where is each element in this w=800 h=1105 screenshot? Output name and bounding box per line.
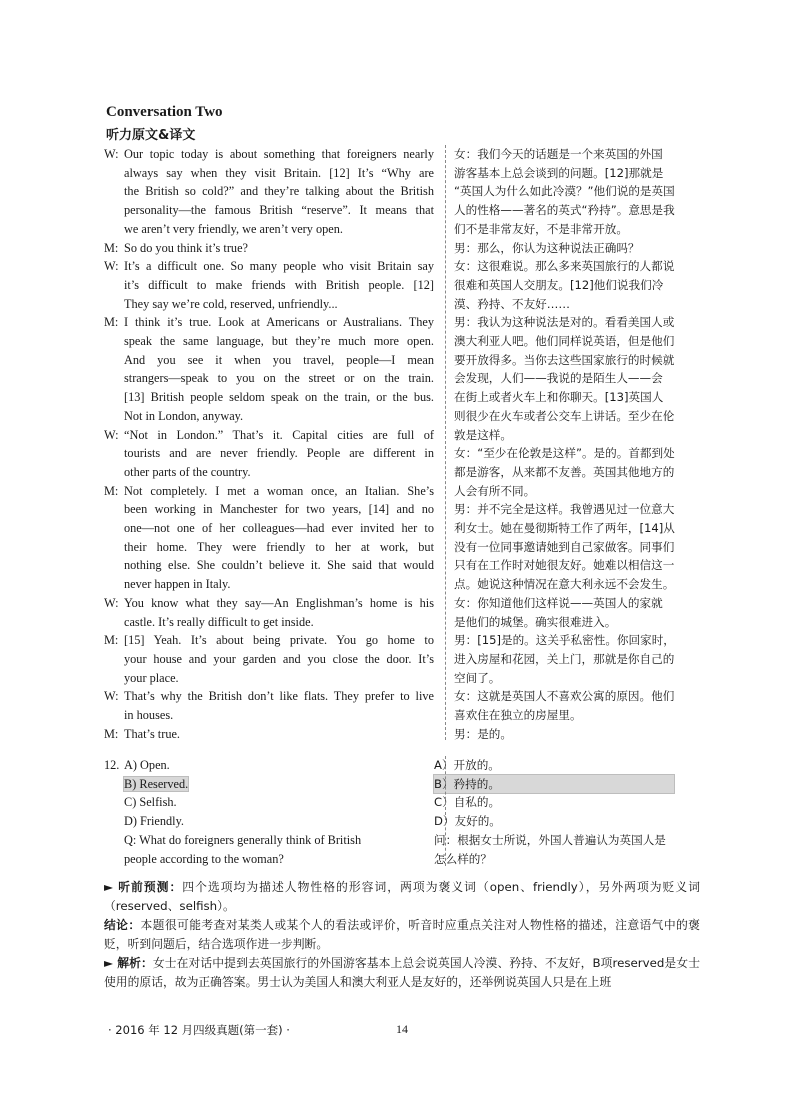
- translation-line: 男：那么，你认为这种说法正确吗？: [454, 240, 640, 255]
- translation-line: 人会有所不同。: [454, 483, 536, 498]
- translation-line: 都是游客，从来都不友善。英国其他地方的: [454, 464, 675, 479]
- translation-line: 喜欢住在独立的房屋里。: [454, 708, 582, 723]
- option-d-en: D) Friendly.: [124, 814, 184, 829]
- translation-line: 只有在工作时对她很友好。她难以相信这一: [454, 558, 675, 573]
- translation-line: 是他们的城堡。确实很难进入。: [454, 614, 617, 629]
- section-title: Conversation Two: [106, 104, 223, 120]
- transcript-line: [104, 725, 434, 744]
- transcript-line: [104, 687, 434, 706]
- transcript-text: That’s why the British don’t like flats. They prefer to live: [124, 689, 434, 704]
- option-c-en: C) Selfish.: [124, 795, 177, 810]
- transcript-text: personality—the famous British “reserve”. It means that: [124, 203, 434, 218]
- transcript-text: You know what they say—An Englishman’s home is his: [124, 595, 434, 610]
- correct-option-highlight-zh: B）矜持的。: [434, 775, 674, 794]
- transcript-line: [104, 575, 434, 594]
- transcript-line: [104, 407, 434, 426]
- transcript-line: [104, 145, 434, 164]
- transcript-line: [104, 351, 434, 370]
- english-transcript: [104, 145, 434, 744]
- question-number: 12.: [104, 758, 120, 772]
- speaker-label: [104, 351, 124, 370]
- transcript-line: [104, 220, 434, 239]
- speaker-label: [104, 500, 124, 519]
- speaker-label: W:: [104, 689, 119, 704]
- translation-line: “英国人为什么如此冷漠？”他们说的是英国: [454, 184, 675, 199]
- transcript-line: [104, 276, 434, 295]
- speaker-label: [104, 538, 124, 557]
- transcript-text: your place.: [124, 670, 179, 685]
- transcript-text: always say when they visit Britain. [12] It’s “Why are: [124, 165, 434, 180]
- transcript-text: That’s true.: [124, 726, 181, 741]
- transcript-line: [104, 706, 434, 725]
- translation-line: 男：并不完全是这样。我曾遇见过一位意大: [454, 502, 675, 517]
- transcript-text: I think it’s true. Look at Americans or Australians. They: [124, 315, 434, 330]
- translation-line: 利女士。她在曼彻斯特工作了两年，[14]从: [454, 521, 675, 536]
- transcript-line: [104, 388, 434, 407]
- translation-line: 在街上或者火车上和你聊天。[13]英国人: [454, 390, 664, 405]
- speaker-label: [104, 332, 124, 351]
- transcript-line: [104, 500, 434, 519]
- translation-line: 人的性格——著名的英式“矜持”。意思是我: [454, 203, 675, 218]
- question-text-zh: 问：根据女士所说，外国人普遍认为英国人是 怎么样的？: [434, 832, 666, 866]
- question-text-en: Q: What do foreigners generally think of British people according to the woman?: [124, 832, 362, 866]
- transcript-line: [104, 594, 434, 613]
- transcript-line: [104, 613, 434, 632]
- transcript-text: we aren’t very friendly, we aren’t very open.: [124, 221, 343, 236]
- transcript-text: “Not in London.” That’s it. Capital cities are full of: [124, 427, 434, 442]
- transcript-text: It’s a difficult one. So many people who visit Britain say: [124, 259, 434, 274]
- translation-line: 进入房屋和花园，关上门，那就是你自己的: [454, 651, 675, 666]
- translation-line: 男：是的。: [454, 726, 512, 741]
- transcript-line: [104, 426, 434, 445]
- speaker-label: M:: [104, 240, 119, 255]
- speaker-label: [104, 575, 124, 594]
- transcript-text: in houses.: [124, 708, 174, 723]
- correct-option-highlight: B) Reserved.: [124, 776, 189, 791]
- transcript-text: speak the same language, but they’re much more open.: [124, 334, 434, 349]
- transcript-text: castle. It’s really difficult to get inside.: [124, 614, 314, 629]
- footer-source: · 2016 年 12 月四级真题(第一套) ·: [108, 1023, 290, 1037]
- speaker-label: M:: [104, 633, 119, 648]
- transcript-line: [104, 239, 434, 258]
- speaker-label: [104, 201, 124, 220]
- transcript-text: So do you think it’s true?: [124, 240, 248, 255]
- transcript-text: tourists and are never friendly. People are different in: [124, 446, 434, 461]
- speaker-label: [104, 463, 124, 482]
- translation-line: 男：[15]是的。这关乎私密性。你回家时，: [454, 633, 675, 648]
- transcript-text: been working in Manchester for two years, [14] and no: [124, 502, 434, 517]
- transcript-line: [104, 482, 434, 501]
- transcript-line: [104, 182, 434, 201]
- translation-line: 没有一位同事邀请她到自己家做客。同事们: [454, 539, 675, 554]
- speaker-label: M:: [104, 315, 119, 330]
- transcript-text: the British so cold?” and they’re talking about the British: [124, 184, 434, 199]
- transcript-text: [15] Yeah. It’s about being private. You go home to: [124, 633, 434, 648]
- transcript-line: [104, 313, 434, 332]
- analysis-section: [104, 878, 700, 992]
- transcript-text: Our topic today is about something that foreigners nearly: [124, 147, 434, 161]
- speaker-label: [104, 369, 124, 388]
- speaker-label: [104, 706, 124, 725]
- option-c-zh: C）自私的。: [434, 795, 501, 810]
- translation-line: 们不是非常友好，不是非常开放。: [454, 221, 628, 236]
- transcript-text: Not completely. I met a woman once, an Italian. She’s: [124, 483, 434, 498]
- translation-line: 要开放得多。当你去这些国家旅行的时候就: [454, 352, 675, 367]
- transcript-line: [104, 669, 434, 688]
- translation-line: 女：这很难说。那么多来英国旅行的人都说: [454, 259, 675, 274]
- transcript-text: They say we’re cold, reserved, unfriendly...: [124, 296, 338, 311]
- translation-line: 男：我认为这种说法是对的。看看美国人或: [454, 315, 675, 330]
- transcript-line: [104, 332, 434, 351]
- transcript-text: their home. They were friendly to her at work, but: [124, 539, 434, 554]
- option-a-zh: A）开放的。: [434, 758, 500, 772]
- speaker-label: M:: [104, 726, 119, 741]
- speaker-label: [104, 276, 124, 295]
- transcript-line: [104, 444, 434, 463]
- translation-line: 女：“至少在伦敦是这样”。是的。首都到处: [454, 446, 675, 461]
- section-subtitle: 听力原文&译文: [106, 128, 196, 143]
- transcript-line: [104, 650, 434, 669]
- speaker-label: W:: [104, 259, 119, 274]
- speaker-label: [104, 182, 124, 201]
- transcript-text: it’s difficult to make friends with British people. [12]: [124, 277, 434, 292]
- option-b-zh: [434, 775, 704, 794]
- transcript-line: [104, 463, 434, 482]
- transcript-text: other parts of the country.: [124, 464, 251, 479]
- translation-line: 空间了。: [454, 670, 501, 685]
- transcript-line: [104, 201, 434, 220]
- translation-line: 女：我们今天的话题是一个来英国的外国: [454, 147, 663, 161]
- transcript-text: never happen in Italy.: [124, 577, 231, 592]
- column-divider: [445, 145, 446, 740]
- transcript-line: [104, 538, 434, 557]
- option-a-en: 12. A) Open.: [104, 756, 424, 775]
- translation-line: 很难和英国人交朋友。[12]他们说我们冷: [454, 277, 664, 292]
- translation-line: 则很少在火车或者公交车上讲话。至少在伦: [454, 408, 675, 423]
- transcript-line: [104, 257, 434, 276]
- translation-line: 澳大利亚人吧。他们同样说英语，但是他们: [454, 334, 675, 349]
- speaker-label: [104, 556, 124, 575]
- speaker-label: [104, 295, 124, 314]
- transcript-line: [104, 631, 434, 650]
- speaker-label: [104, 613, 124, 632]
- transcript-text: nothing else. She couldn’t believe it. She said that would: [124, 558, 434, 573]
- speaker-label: [104, 519, 124, 538]
- transcript-line: [104, 556, 434, 575]
- question-english: [104, 756, 424, 868]
- translation-line: 女：你知道他们这样说——英国人的家就: [454, 595, 663, 610]
- speaker-label: W:: [104, 595, 119, 610]
- translation-line: 敦是这样。: [454, 427, 512, 442]
- speaker-label: [104, 650, 124, 669]
- explanation-paragraph: ► 解析：女士在对话中提到去英国旅行的外国游客基本上总会说英国人冷漠、矜持、不友好，B项reserved是女士使用的原话，故为正确答案。男士认为美国人和澳大利亚人是友好的，还举例说英国人只是在上班: [104, 956, 700, 989]
- speaker-label: [104, 164, 124, 183]
- transcript-text: one—not one of her colleagues—had ever invited her to: [124, 521, 434, 536]
- transcript-text: strangers—speak to you on the street or on the train.: [124, 371, 434, 386]
- transcript-text: your house and your garden and you close the door. It’s: [124, 651, 434, 666]
- chinese-translation: [454, 145, 699, 744]
- transcript-text: And you see it when you travel, people—I mean: [124, 352, 434, 367]
- speaker-label: M:: [104, 483, 119, 498]
- translation-line: 会发现，人们——我说的是陌生人——会: [454, 371, 663, 386]
- prediction-paragraph: ► 听前预测：四个选项均为描述人物性格的形容词，两项为褒义词（open、friendly），另外两项为贬义词（reserved、selfish）。: [104, 880, 700, 913]
- transcript-text: [13] British people seldom speak on the train, or the bus.: [124, 390, 434, 405]
- speaker-label: W:: [104, 427, 119, 442]
- option-b-en: [104, 775, 424, 794]
- speaker-label: [104, 220, 124, 239]
- speaker-label: [104, 388, 124, 407]
- option-d-zh: D）友好的。: [434, 814, 501, 829]
- transcript-line: [104, 295, 434, 314]
- speaker-label: [104, 444, 124, 463]
- transcript-line: [104, 369, 434, 388]
- transcript-line: [104, 519, 434, 538]
- transcript-line: [104, 164, 434, 183]
- translation-line: 点。她说这种情况在意大利永远不会发生。: [454, 577, 675, 592]
- transcript-text: Not in London, anyway.: [124, 408, 244, 423]
- question-divider: [445, 756, 446, 866]
- speaker-label: [104, 407, 124, 426]
- translation-line: 女：这就是英国人不喜欢公寓的原因。他们: [454, 689, 675, 704]
- translation-line: 漠、矜持、不友好……: [454, 296, 570, 311]
- page-number: 14: [396, 1022, 408, 1036]
- speaker-label: [104, 669, 124, 688]
- question-chinese: [434, 756, 704, 868]
- conclusion-paragraph: 结论：本题很可能考查对某类人或某个人的看法或评价，听音时应重点关注对人物性格的描述，注意语气中的褒贬，听到问题后，结合选项作进一步判断。: [104, 918, 700, 951]
- translation-line: 游客基本上总会谈到的问题。[12]那就是: [454, 165, 664, 180]
- speaker-label: W:: [104, 147, 119, 161]
